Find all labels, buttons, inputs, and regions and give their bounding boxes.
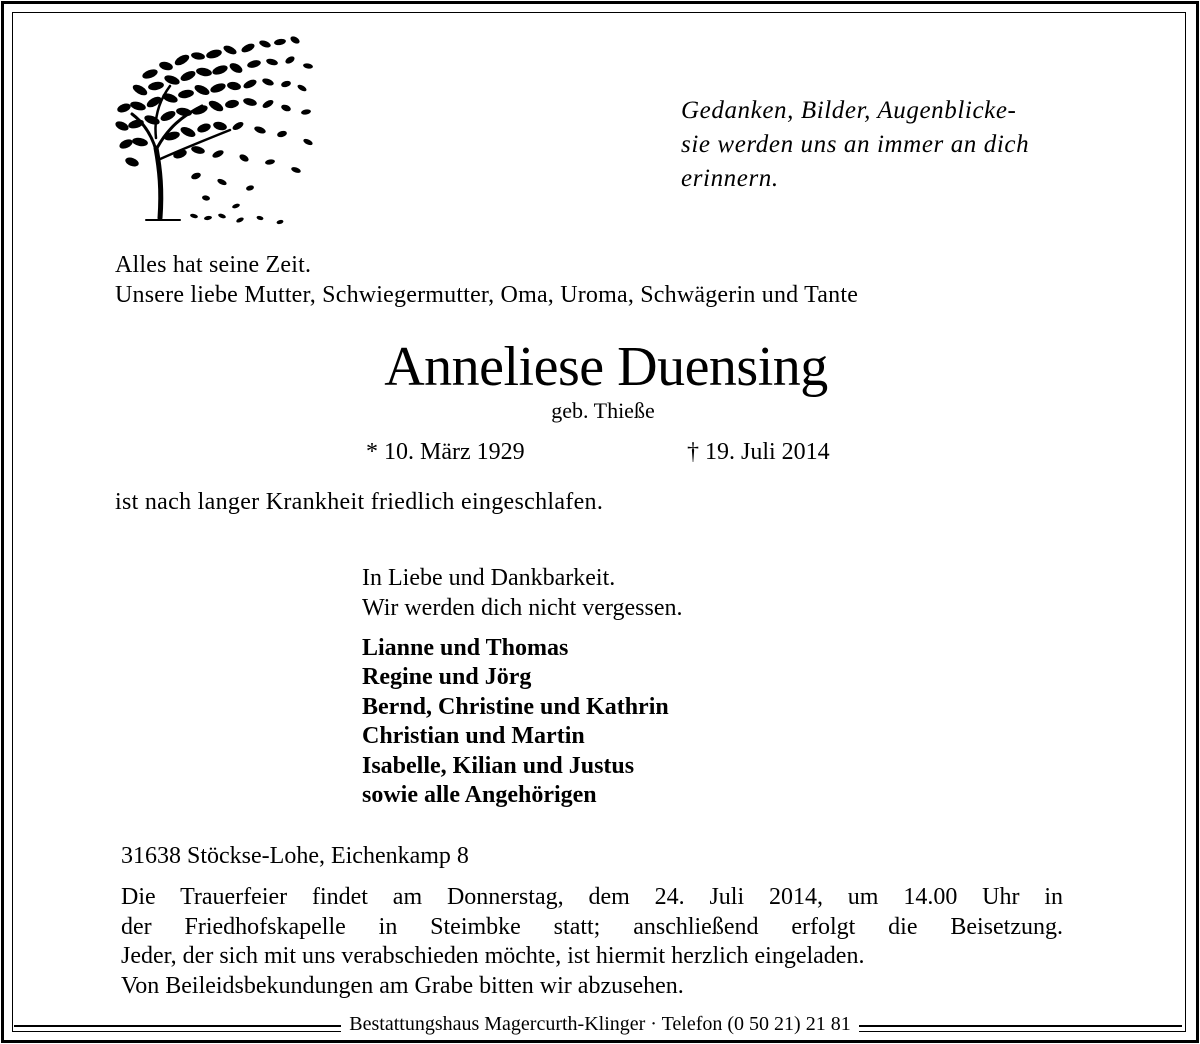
- thanks-line: Wir werden dich nicht vergessen.: [362, 595, 683, 621]
- death-date: † 19. Juli 2014: [687, 439, 830, 465]
- birth-date: * 10. März 1929: [366, 439, 525, 465]
- windblown-tree-icon: [110, 30, 330, 230]
- family-member: sowie alle Angehörigen: [362, 782, 597, 809]
- maiden-name: geb. Thieße: [551, 398, 655, 423]
- intro-line: Unsere liebe Mutter, Schwiegermutter, Oma, Uroma, Schwägerin und Tante: [115, 282, 859, 308]
- funeral-home-contact: Bestattungshaus Magercurth-Klinger · Telefon (0 50 21) 21 81: [341, 1013, 858, 1035]
- intro: [115, 250, 858, 310]
- family-list: [362, 634, 669, 810]
- thanks: [362, 563, 682, 623]
- notice-line: Jeder, der sich mit uns verabschieden möchte, ist hiermit herzlich eingeladen.: [121, 943, 865, 969]
- poem-line: erinnern.: [681, 165, 779, 192]
- notice-line: Die Trauerfeier findet am Donnerstag, dem 24. Juli 2014, um 14.00 Uhr in: [121, 884, 1063, 910]
- thanks-line: In Liebe und Dankbarkeit.: [362, 565, 616, 591]
- intro-line: Alles hat seine Zeit.: [115, 252, 312, 278]
- family-member: Lianne und Thomas: [362, 635, 569, 661]
- poem-line: Gedanken, Bilder, Augenblicke-: [681, 97, 1017, 124]
- funeral-notice: [121, 883, 1063, 1001]
- address: 31638 Stöckse-Lohe, Eichenkamp 8: [121, 843, 469, 869]
- notice-line: Von Beileidsbekundungen am Grabe bitten wir abzusehen.: [121, 972, 684, 999]
- family-member: Bernd, Christine und Kathrin: [362, 693, 669, 720]
- notice-line: der Friedhofskapelle in Steimbke statt; anschließend erfolgt die Beisetzung.: [121, 913, 1063, 940]
- family-member: Regine und Jörg: [362, 664, 532, 691]
- family-member: Isabelle, Kilian und Justus: [362, 752, 635, 779]
- family-member: Christian und Martin: [362, 723, 585, 750]
- poem: [681, 94, 1101, 196]
- poem-line: sie werden uns an immer an dich: [681, 131, 1030, 158]
- footer: [0, 1011, 1200, 1037]
- statement: ist nach langer Krankheit friedlich eingeschlafen.: [115, 489, 604, 515]
- deceased-name: Anneliese Duensing: [384, 336, 828, 398]
